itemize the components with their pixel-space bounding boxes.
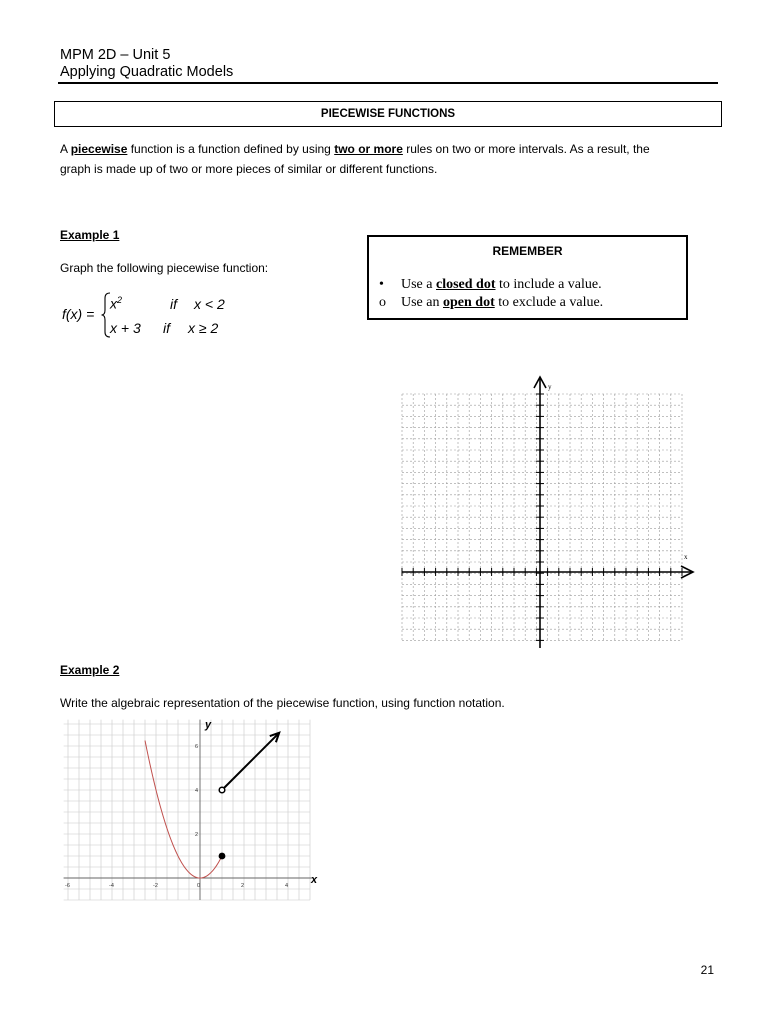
intro-text: function is a function defined by using <box>127 142 335 156</box>
intro-paragraph <box>60 139 720 179</box>
piecewise-function <box>60 290 280 340</box>
x-axis-label: x <box>684 553 688 561</box>
x-tick-label: -4 <box>109 883 114 889</box>
y-tick-label: 4 <box>195 788 199 794</box>
y-axis-label: y <box>205 719 212 731</box>
header-rule <box>58 82 718 84</box>
y-tick-label: 2 <box>195 832 199 838</box>
bullet-closed: • <box>379 277 384 292</box>
parabola-curve <box>145 741 222 879</box>
page-number: 21 <box>700 963 714 977</box>
intro-text: A <box>60 142 71 156</box>
term-two-or-more: two or more <box>334 142 403 156</box>
remember-open-dot <box>379 295 603 311</box>
remember-title: REMEMBER <box>492 244 563 258</box>
x-tick-label: 4 <box>285 883 289 889</box>
remember-text: Use a <box>401 277 436 292</box>
closed-dot <box>219 853 226 860</box>
bullet-open: o <box>379 295 386 310</box>
remember-closed-dot <box>379 277 602 293</box>
line-segment <box>222 733 279 790</box>
x-tick-label: -6 <box>65 883 70 889</box>
grid-lines <box>64 720 310 900</box>
closed-dot-term: closed dot <box>436 277 496 292</box>
example1-heading: Example 1 <box>60 228 120 242</box>
open-dot <box>219 787 225 793</box>
unit-title: Applying Quadratic Models <box>60 64 234 80</box>
piece1-base: x <box>110 295 117 312</box>
piece1-expression <box>110 295 122 312</box>
section-title: PIECEWISE FUNCTIONS <box>54 101 722 127</box>
piece1-if: if <box>170 296 177 312</box>
piece2-expression: x + 3 <box>110 320 141 336</box>
remember-box <box>367 235 688 320</box>
remember-text: Use an <box>401 295 443 310</box>
y-axis-label: y <box>548 383 552 391</box>
example1-instruction: Graph the following piecewise function: <box>60 261 269 275</box>
intro-line2: graph is made up of two or more pieces of similar or different functions. <box>60 162 438 176</box>
example2-instruction: Write the algebraic representation of the piecewise function, using function notation. <box>60 696 505 710</box>
piece1-exponent: 2 <box>117 295 123 305</box>
example1-grid <box>395 372 700 652</box>
example2-heading: Example 2 <box>60 663 120 677</box>
x-tick-label: -2 <box>153 883 158 889</box>
y-tick-label: 6 <box>195 744 199 750</box>
intro-text: rules on two or more intervals. As a result, the <box>402 142 650 156</box>
x-axis-label: x <box>311 874 318 886</box>
x-tick-label: 0 <box>197 883 201 889</box>
piece1-condition: x < 2 <box>194 296 225 312</box>
piece2-condition: x ≥ 2 <box>188 320 219 336</box>
open-dot-term: open dot <box>443 295 495 310</box>
function-lhs: f(x) = <box>62 306 95 322</box>
x-tick-label: 2 <box>241 883 245 889</box>
example2-graph <box>60 717 330 907</box>
term-piecewise: piecewise <box>70 142 128 156</box>
course-title: MPM 2D – Unit 5 <box>60 47 171 63</box>
piece2-if: if <box>163 320 170 336</box>
remember-text: to exclude a value. <box>494 295 604 310</box>
remember-text: to include a value. <box>495 277 602 292</box>
